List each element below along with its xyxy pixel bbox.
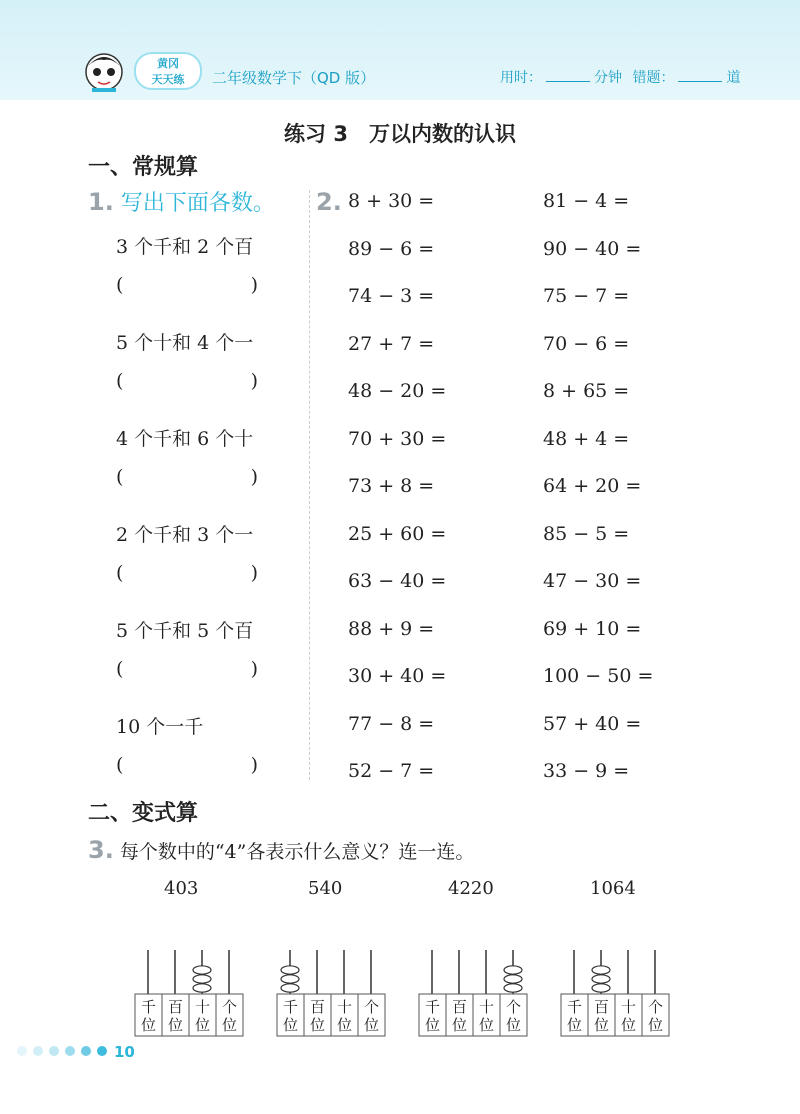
paren-close: ) (250, 370, 258, 392)
place-label: 位 (194, 1016, 211, 1034)
paren-close: ) (250, 466, 258, 488)
place-label: 千 (566, 998, 583, 1016)
brand-line1: 黄冈 (157, 57, 179, 70)
brand-badge (134, 52, 202, 90)
place-label: 位 (620, 1016, 637, 1034)
abacus-bead (193, 984, 211, 992)
abacus-bead (504, 984, 522, 992)
equation-right: 48 + 4 = (543, 427, 630, 450)
number-4: 1064 (590, 878, 636, 899)
question-3-number: 3. (88, 836, 114, 864)
abacus-bead (504, 966, 522, 974)
place-label: 个 (221, 998, 238, 1016)
equation-left: 48 − 20 = (348, 380, 447, 402)
abacus-bead (592, 984, 610, 992)
paren-open: ( (116, 370, 124, 392)
place-label: 位 (363, 1016, 380, 1034)
mascot-logo (78, 50, 134, 98)
question-3-prompt: 每个数中的“4”各表示什么意义？连一连。 (119, 841, 475, 863)
place-label: 位 (451, 1016, 468, 1034)
q1-item: 10 个一千 (116, 716, 204, 738)
section-heading-2: 二、变式算 (88, 801, 199, 826)
question-3 (88, 836, 474, 864)
place-label: 十 (478, 998, 495, 1016)
place-label: 位 (505, 1016, 522, 1034)
answer-blank[interactable] (116, 466, 258, 488)
equation-right: 33 − 9 = (543, 760, 630, 782)
q1-item: 3 个千和 2 个百 (116, 236, 254, 258)
place-label: 百 (167, 998, 184, 1016)
equation-right: 8 + 65 = (543, 380, 630, 402)
equation-right: 57 + 40 = (543, 712, 642, 735)
place-label: 位 (221, 1016, 238, 1034)
q1-item: 5 个十和 4 个一 (116, 332, 254, 354)
column-divider (309, 190, 310, 780)
paren-close: ) (250, 754, 258, 776)
question-2-number: 2. (316, 188, 342, 216)
abacus-3[interactable] (418, 950, 528, 1038)
equation-right: 64 + 20 = (543, 475, 642, 497)
place-label: 十 (336, 998, 353, 1016)
place-label: 位 (282, 1016, 299, 1034)
place-label: 位 (167, 1016, 184, 1034)
abacus-1[interactable] (134, 950, 244, 1038)
q1-item: 5 个千和 5 个百 (116, 620, 254, 642)
equation-left: 52 − 7 = (348, 760, 435, 782)
paren-open: ( (116, 562, 124, 584)
errors-unit: 道 (726, 70, 741, 86)
number-3: 4220 (448, 878, 494, 899)
equation-left: 27 + 7 = (348, 332, 435, 355)
footer-dots (16, 1044, 112, 1058)
equation-left: 88 + 9 = (348, 617, 435, 640)
equation-left: 25 + 60 = (348, 522, 447, 545)
section-heading-1: 一、常规算 (88, 155, 199, 180)
equation-left: 63 − 40 = (348, 570, 447, 592)
paren-open: ( (116, 754, 124, 776)
paren-close: ) (250, 562, 258, 584)
answer-blank[interactable] (116, 754, 258, 776)
equation-left: 77 − 8 = (348, 712, 435, 735)
equation-right: 70 − 6 = (543, 332, 630, 355)
time-errors-box (500, 67, 740, 87)
abacus-2[interactable] (276, 950, 386, 1038)
time-label: 用时： (500, 70, 542, 86)
answer-blank[interactable] (116, 274, 258, 296)
equation-left: 30 + 40 = (348, 665, 447, 687)
number-1: 403 (164, 878, 199, 899)
paren-close: ) (250, 658, 258, 680)
place-label: 千 (140, 998, 157, 1016)
place-label: 个 (505, 998, 522, 1016)
equation-right: 85 − 5 = (543, 522, 630, 545)
equation-right: 47 − 30 = (543, 570, 642, 592)
equation-left: 74 − 3 = (348, 285, 435, 307)
equation-right: 69 + 10 = (543, 617, 642, 640)
place-label: 位 (424, 1016, 441, 1034)
equation-left: 73 + 8 = (348, 475, 435, 497)
place-label: 位 (566, 1016, 583, 1034)
place-label: 个 (363, 998, 380, 1016)
abacus-bead (504, 975, 522, 983)
q1-item: 4 个千和 6 个十 (116, 428, 254, 450)
place-label: 位 (478, 1016, 495, 1034)
place-label: 千 (282, 998, 299, 1016)
equation-right: 75 − 7 = (543, 285, 630, 307)
place-label: 位 (593, 1016, 610, 1034)
number-2: 540 (308, 878, 343, 899)
answer-blank[interactable] (116, 370, 258, 392)
q1-item: 2 个千和 3 个一 (116, 524, 254, 546)
time-unit: 分钟 (594, 70, 622, 86)
abacus-bead (193, 975, 211, 983)
question-1-prompt: 写出下面各数。 (120, 191, 275, 216)
place-label: 位 (309, 1016, 326, 1034)
equation-left: 89 − 6 = (348, 237, 435, 260)
place-label: 个 (647, 998, 664, 1016)
place-label: 十 (620, 998, 637, 1016)
abacus-bead (281, 984, 299, 992)
place-label: 十 (194, 998, 211, 1016)
equation-right: 100 − 50 = (543, 665, 654, 687)
answer-blank[interactable] (116, 658, 258, 680)
abacus-4[interactable] (560, 950, 670, 1038)
subject-label: 二年级数学下（QD 版） (212, 69, 376, 87)
time-blank (546, 69, 590, 82)
question-1-number: 1. (88, 188, 114, 216)
abacus-bead (281, 966, 299, 974)
place-label: 位 (647, 1016, 664, 1034)
question-1 (88, 186, 275, 217)
page-title: 练习 3 万以内数的认识 (284, 122, 516, 146)
abacus-bead (592, 966, 610, 974)
abacus-bead (193, 966, 211, 974)
errors-blank (678, 69, 722, 82)
errors-label: 错题： (632, 70, 675, 86)
paren-close: ) (250, 274, 258, 296)
equation-left: 8 + 30 = (348, 190, 435, 212)
place-label: 位 (336, 1016, 353, 1034)
paren-open: ( (116, 274, 124, 296)
abacus-bead (281, 975, 299, 983)
place-label: 百 (593, 998, 610, 1016)
place-label: 千 (424, 998, 441, 1016)
equation-right: 90 − 40 = (543, 237, 642, 260)
equation-right: 81 − 4 = (543, 190, 630, 212)
place-label: 百 (451, 998, 468, 1016)
brand-line2: 天天练 (151, 73, 185, 86)
paren-open: ( (116, 466, 124, 488)
page-number: 10 (114, 1043, 135, 1061)
equation-left: 70 + 30 = (348, 427, 447, 450)
paren-open: ( (116, 658, 124, 680)
abacus-bead (592, 975, 610, 983)
place-label: 百 (309, 998, 326, 1016)
place-label: 位 (140, 1016, 157, 1034)
answer-blank[interactable] (116, 562, 258, 584)
